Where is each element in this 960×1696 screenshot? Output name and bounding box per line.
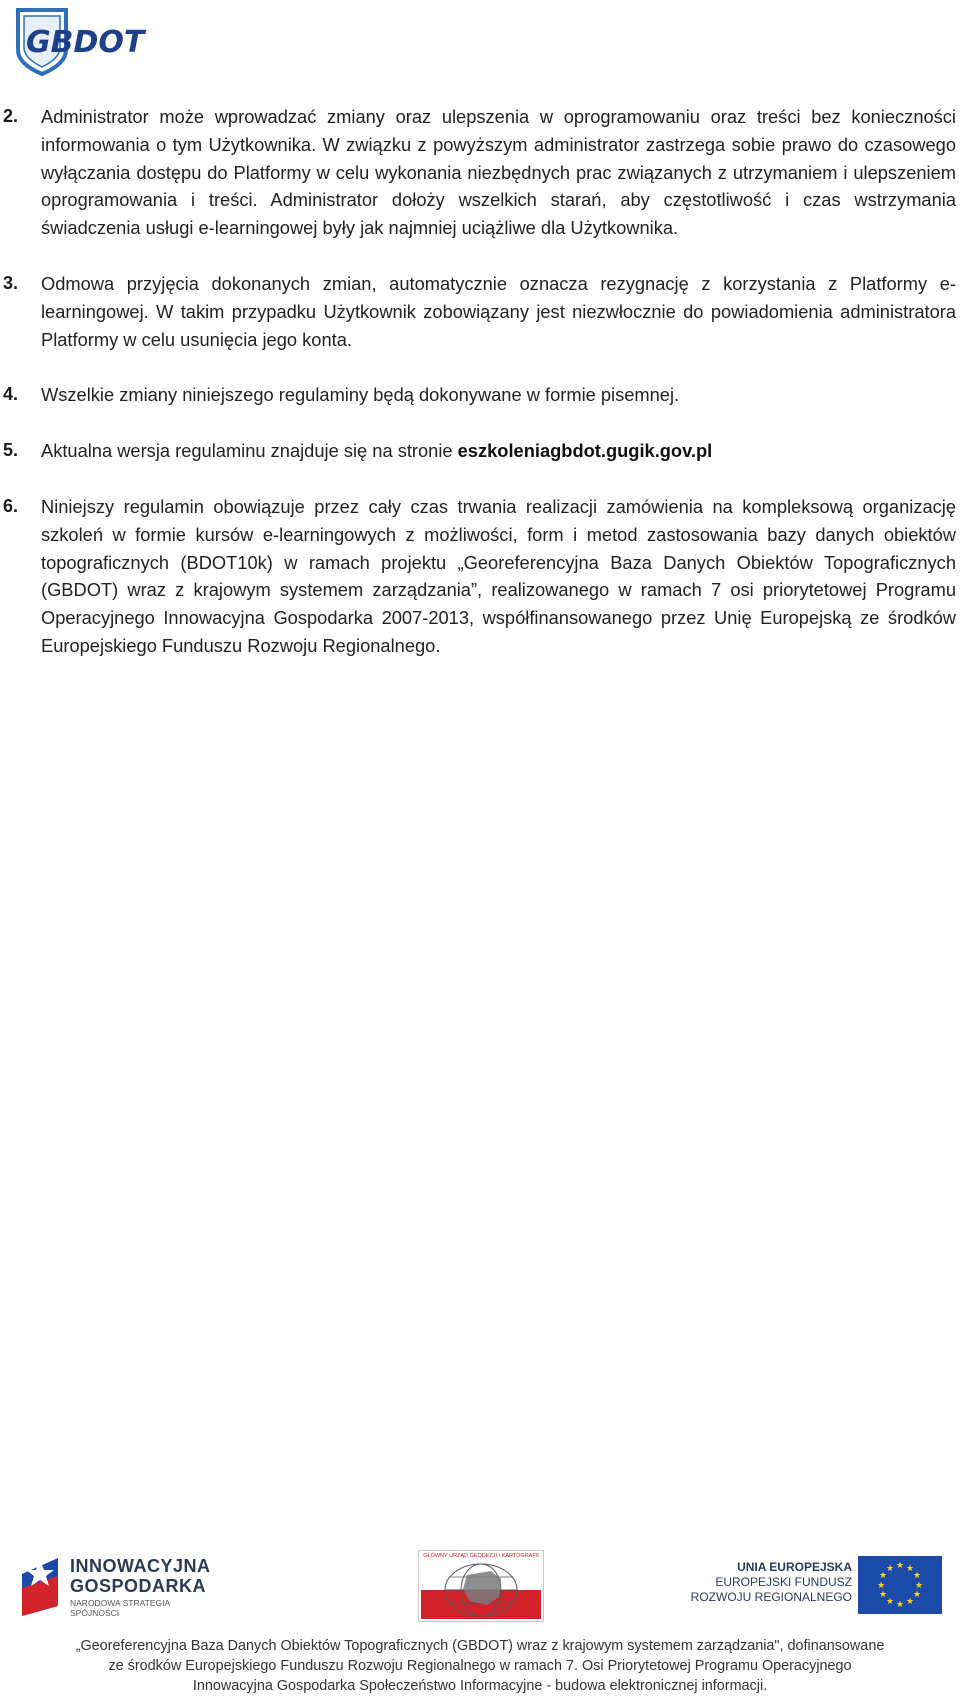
svg-text:★: ★ [905,1564,915,1574]
list-item [0,381,960,409]
footer-note-line2: ze środków Europejskiego Funduszu Rozwoju Regionalnego w ramach 7. Osi Priorytetowej Programu Operacyjnego [108,1658,852,1674]
eu-line3: ROZWOJU REGIONALNEGO [690,1590,852,1604]
gugik-map-icon [421,1561,541,1619]
gugik-label: GŁÓWNY URZĄD GEODEZJI I KARTOGRAFII [423,1553,539,1559]
footer-note-line1: „Georeferencyjna Baza Danych Obiektów Topograficznych (GBDOT) wraz z krajowym systemem zarządzania", dofinansowane [75,1638,885,1654]
website-link[interactable]: eszkoleniagbdot.gugik.gov.pl [457,440,713,462]
item-number: 5. [3,440,19,461]
item-number: 2. [3,106,19,126]
item-text: Administrator może wprowadzać zmiany oraz ulepszenia w oprogramowaniu oraz treści bez konieczności informowania o tym Użytkownika. W związku z powyższym administrator zastrzega sobie prawo do czasowego wyłączania dostępu do Platformy w celu wykonania niezbędnych prac związanych z utrzymaniem i ulepszeniem oprogramowania i treści. Administrator dołoży wszelkich starań, aby częstotliwość i czas wstrzymania świadczenia usługi e-learningowej były jak najmniej uciążliwe dla Użytkownika. [41,106,956,239]
list-item [0,437,960,465]
item-number: 6. [3,495,19,516]
regulations-list [0,103,960,688]
svg-text:★: ★ [895,1561,905,1571]
item-text-container [41,437,956,465]
svg-text:★: ★ [885,1564,895,1574]
svg-text:★: ★ [876,1581,886,1591]
eu-line1: UNIA EUROPEJSKA [737,1560,852,1574]
svg-text:★: ★ [912,1590,922,1600]
eu-line2: EUROPEJSKI FUNDUSZ [715,1575,852,1589]
list-item [0,270,960,353]
ig-line3: NARODOWA STRATEGIA SPÓJNOŚCI [70,1598,170,1618]
ig-line2: GOSPODARKA [70,1576,207,1596]
gbdot-logo [14,6,149,76]
footer-logos [0,1548,960,1634]
svg-text:★: ★ [885,1597,895,1607]
eu-flag-icon [858,1556,942,1614]
footer-note [20,1636,940,1696]
svg-text:★: ★ [878,1590,888,1600]
svg-text:★: ★ [878,1571,888,1581]
list-item [0,493,960,660]
gugik-logo [418,1550,544,1622]
item-text: Niniejszy regulamin obowiązuje przez cały czas trwania realizacji zamówienia na kompleksową organizację szkoleń w formie kursów e-learningowych z możliwości, form i metod zastosowania bazy danych obiektów topograficznych (BDOT10k) w ramach projektu „Georeferencyjna Baza Danych Obiektów Topograficznych (GBDOT) wraz z krajowym systemem zarządzania”, realizowanego w ramach 7 osi priorytetowej Programu Operacyjnego Innowacyjna Gospodarka 2007-2013, współfinansowanego przez Unię Europejską ze środków Europejskiego Funduszu Rozwoju Regionalnego. [41,495,956,656]
item-text: Wszelkie zmiany niniejszego regulaminy będą dokonywane w formie pisemnej. [41,384,680,406]
item-text: Aktualna wersja regulaminu znajduje się na stronie [41,440,458,462]
svg-text:★: ★ [905,1597,915,1607]
item-number: 3. [3,272,19,293]
ig-emblem-icon [18,1554,62,1620]
footer-note-line3: Innowacyjna Gospodarka Społeczeństwo Informacyjne - budowa elektronicznej informacji. [192,1678,768,1694]
eu-logo [690,1556,942,1622]
svg-text:★: ★ [914,1581,924,1591]
svg-text:★: ★ [912,1571,922,1581]
logo-text: GBDOT [26,25,145,60]
list-item [0,103,960,242]
item-text: Odmowa przyjęcia dokonanych zmian, automatycznie oznacza rezygnację z korzystania z Platformy e-learningowej. W takim przypadku Użytkownik zobowiązany jest niezwłocznie do powiadomienia administratora Platformy w celu usunięcia jego konta. [41,272,956,350]
innowacyjna-gospodarka-logo [18,1552,218,1624]
ig-line1: INNOWACYJNA [70,1556,211,1576]
svg-text:★: ★ [895,1600,905,1610]
item-number: 4. [3,384,19,405]
